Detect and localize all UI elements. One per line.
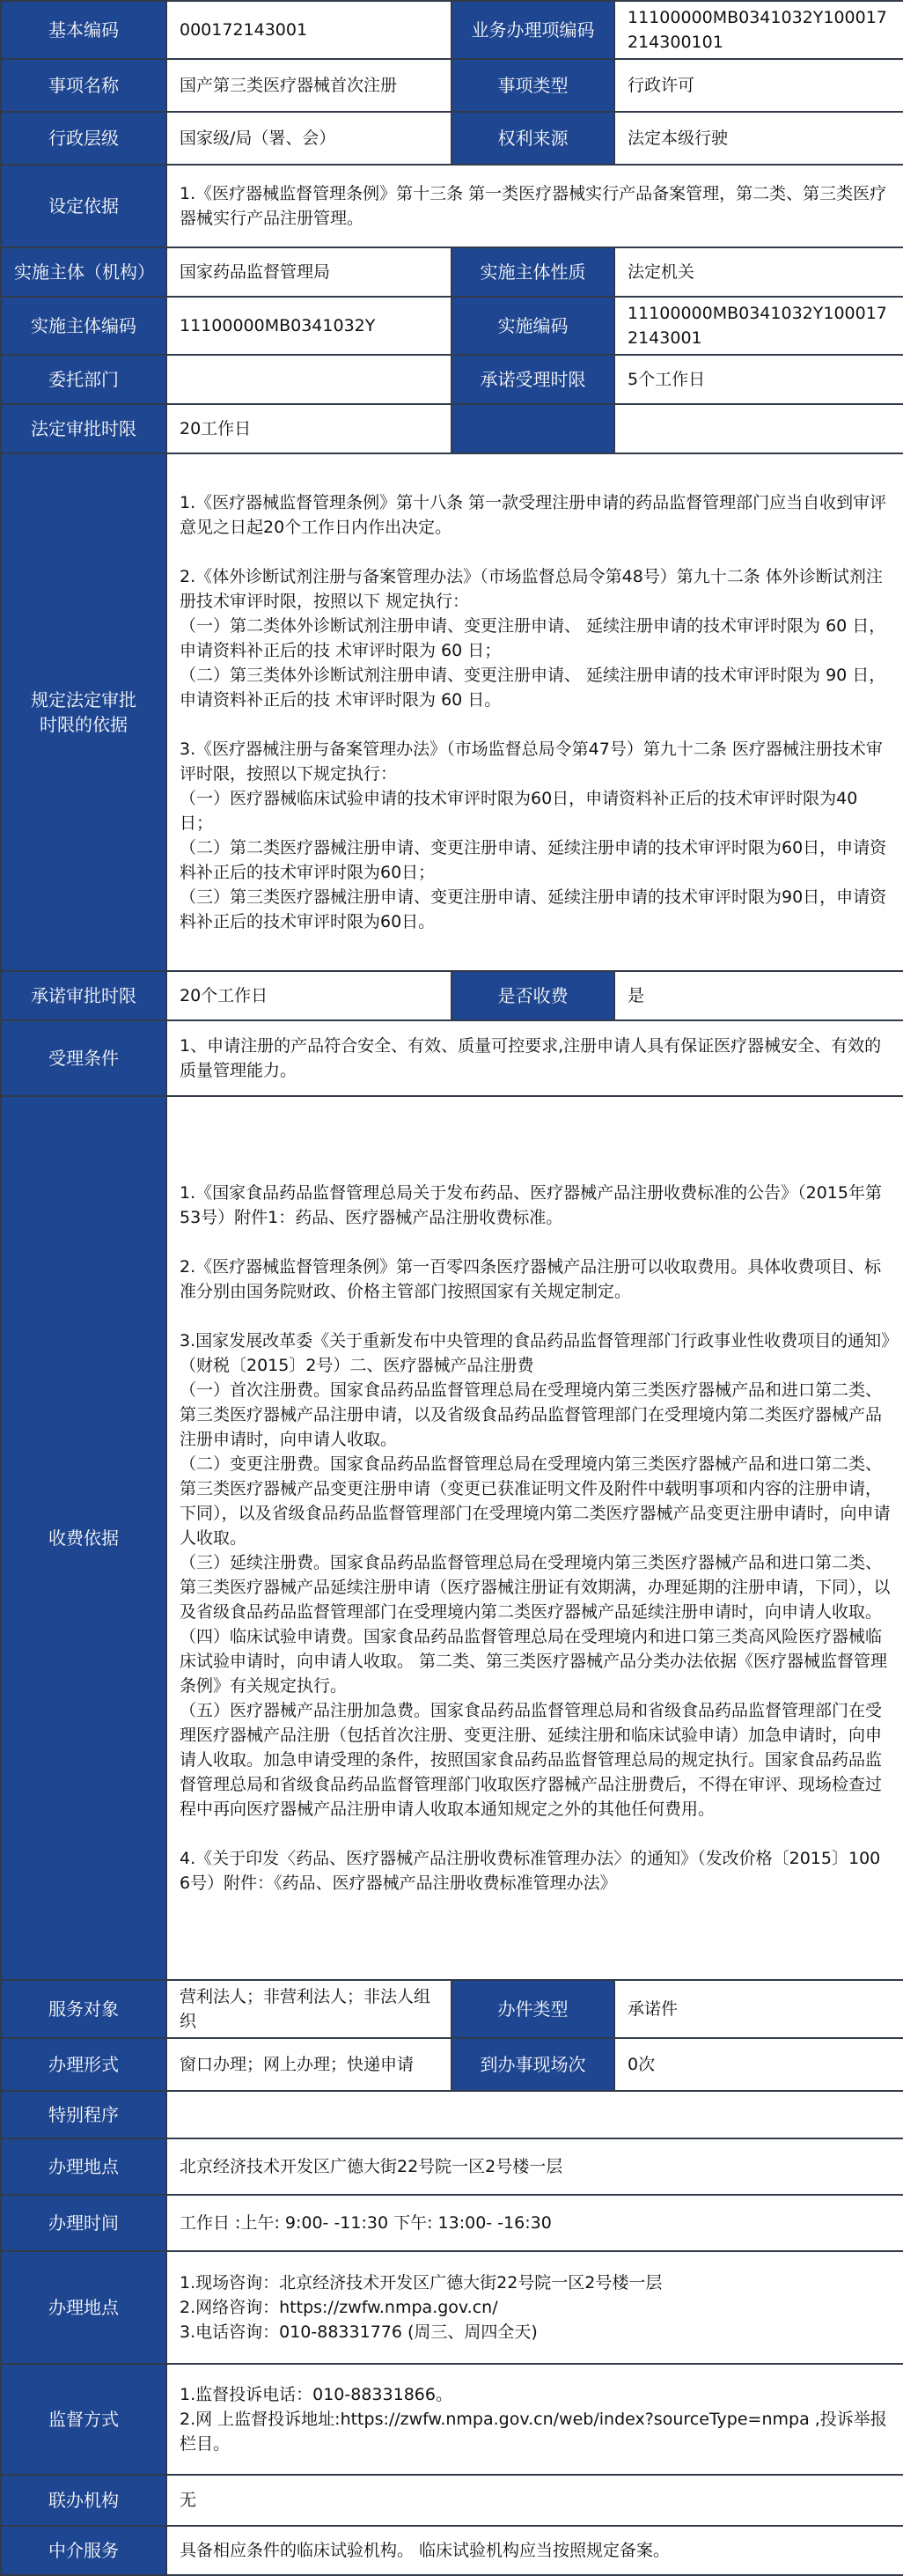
row-handling-location	[1, 2138, 903, 2195]
row-promised-limit	[1, 971, 903, 1020]
row-joint-agency	[1, 2475, 903, 2526]
row-legal-limit-basis	[1, 453, 903, 971]
legal-limit-p3-item1: （一）医疗器械临床试验申请的技术审评时限为60日，申请资料补正后的技术审评时限为40日；	[180, 789, 858, 833]
fee-p3-item2: （二）变更注册费。国家食品药品监督管理总局在受理境内第三类医疗器械产品和进口第二类、第三类医疗器械产品变更注册申请（变更已获准证明文件及附件中载明事项和内容的注册申请，下同），以及省级食品药品监督管理部门在受理境内第二类医疗器械产品变更注册申请时，向申请人收取。	[180, 1454, 891, 1548]
label-legal-limit-basis-line1: 规定法定审批	[31, 689, 136, 710]
value-charge: 是	[614, 971, 903, 1020]
legal-limit-paragraph-3	[180, 737, 891, 934]
row-supervision	[1, 2364, 903, 2475]
label-handling-time: 办理时间	[1, 2195, 166, 2251]
legal-limit-p2-intro: 2.《体外诊断试剂注册与备案管理办法》（市场监督总局令第48号）第九十二条 体外诊断试剂注册技术审评时限，按照以下 规定执行：	[180, 567, 883, 611]
value-fee-basis	[166, 1096, 903, 1980]
value-promised-limit: 20个工作日	[166, 971, 452, 1020]
fee-p3-item3: （三）延续注册费。国家食品药品监督管理总局在受理境内第三类医疗器械产品和进口第二类、第三类医疗器械产品延续注册申请（医疗器械注册证有效期满，办理延期的注册申请，下同），以及省级食品药品监督管理部门在受理境内第二类医疗器械产品延续注册申请时，向申请人收取。	[180, 1553, 891, 1622]
value-item-type: 行政许可	[614, 59, 903, 112]
label-promised-limit: 承诺审批时限	[1, 971, 166, 1020]
consult-phone: 3.电话咨询：010-88331776 (周三、周四全天)	[180, 2322, 538, 2342]
label-body-code: 实施主体编码	[1, 297, 166, 355]
label-implementation-code: 实施编码	[452, 297, 614, 355]
value-implementation-code: 11100000MB0341032Y1000172143001	[614, 297, 903, 355]
value-joint-agency: 无	[166, 2475, 903, 2526]
label-consultation: 办理地点	[1, 2251, 166, 2364]
label-legal-approval-limit: 法定审批时限	[1, 404, 166, 453]
fee-paragraph-4: 4.《关于印发〈药品、医疗器械产品注册收费标准管理办法〉的通知》（发改价格〔2015〕1006号）附件：《药品、医疗器械产品注册收费标准管理办法》	[180, 1849, 881, 1893]
consult-online-link[interactable]: 2.网络咨询：https://zwfw.nmpa.gov.cn/	[180, 2298, 498, 2317]
value-body-code: 11100000MB0341032Y	[166, 297, 452, 355]
fee-p3-item4: （四）临床试验申请费。国家食品药品监督管理总局在受理境内和进口第三类高风险医疗器械临床试验申请时，向申请人收取。 第二类、第三类医疗器械产品分类办法依据《医疗器械监督管理条例》有关规定执行。	[180, 1627, 888, 1696]
value-legal-limit-basis	[166, 453, 903, 971]
label-item-type: 事项类型	[452, 59, 614, 112]
label-implementing-body: 实施主体（机构）	[1, 247, 166, 297]
row-intermediary	[1, 2526, 903, 2575]
value-admin-level: 国家级/局（署、会）	[166, 112, 452, 165]
value-implementing-body: 国家药品监督管理局	[166, 247, 452, 297]
label-item-name: 事项名称	[1, 59, 166, 112]
value-site-visits: 0次	[614, 2038, 903, 2091]
label-handling-form: 办理形式	[1, 2038, 166, 2091]
label-handling-location: 办理地点	[1, 2138, 166, 2195]
value-item-name: 国产第三类医疗器械首次注册	[166, 59, 452, 112]
legal-limit-p2-item1: （一）第二类体外诊断试剂注册申请、变更注册申请、 延续注册申请的技术审评时限为 60 日，申请资料补正后的技 术审评时限为 60 日；	[180, 616, 886, 660]
label-joint-agency: 联办机构	[1, 2475, 166, 2526]
legal-limit-p2-item2: （二）第三类体外诊断试剂注册申请、变更注册申请、 延续注册申请的技术审评时限为 90 日，申请资料补正后的技 术审评时限为 60 日。	[180, 666, 886, 710]
label-legal-limit-basis-line2: 时限的依据	[40, 714, 128, 735]
label-case-type: 办件类型	[452, 1980, 614, 2038]
row-acceptance-conditions	[1, 1020, 903, 1096]
row-legal-basis	[1, 165, 903, 247]
value-legal-basis: 1.《医疗器械监督管理条例》第十三条 第一类医疗器械实行产品备案管理，第二类、第三类医疗器械实行产品注册管理。	[166, 165, 903, 247]
label-acceptance-conditions: 受理条件	[1, 1020, 166, 1096]
row-item-name	[1, 59, 903, 112]
value-supervision	[166, 2364, 903, 2475]
label-admin-level: 行政层级	[1, 112, 166, 165]
label-acceptance-limit: 承诺受理时限	[452, 355, 614, 404]
value-acceptance-conditions: 1、申请注册的产品符合安全、有效、质量可控要求,注册申请人具有保证医疗器械安全、有效的质量管理能力。	[166, 1020, 903, 1096]
label-body-nature: 实施主体性质	[452, 247, 614, 297]
value-handling-time: 工作日 :上午: 9:00- -11:30 下午: 13:00- -16:30	[166, 2195, 903, 2251]
row-admin-level	[1, 112, 903, 165]
value-entrusted-dept	[166, 355, 452, 404]
row-handling-form	[1, 2038, 903, 2091]
label-charge: 是否收费	[452, 971, 614, 1020]
label-entrusted-dept: 委托部门	[1, 355, 166, 404]
legal-limit-p3-item3: （三）第三类医疗器械注册申请、变更注册申请、延续注册申请的技术审评时限为90日，申请资料补正后的技术审评时限为60日。	[180, 887, 887, 931]
row-body-code	[1, 297, 903, 355]
fee-paragraph-3	[180, 1328, 891, 1822]
legal-limit-p3-item2: （二）第二类医疗器械注册申请、变更注册申请、延续注册申请的技术审评时限为60日，申请资料补正后的技术审评时限为60日；	[180, 838, 887, 882]
fee-p3-intro: 3.国家发展改革委《关于重新发布中央管理的食品药品监督管理部门行政事业性收费项目的通知》（财税〔2015〕2号）二、医疗器械产品注册费	[180, 1331, 890, 1375]
label-basic-code: 基本编码	[1, 1, 166, 59]
row-fee-basis	[1, 1096, 903, 1980]
label-service-target: 服务对象	[1, 1980, 166, 2038]
value-business-item-code: 11100000MB0341032Y100017214300101	[614, 1, 903, 59]
row-service-target	[1, 1980, 903, 2038]
value-consultation	[166, 2251, 903, 2364]
supervision-phone: 1.监督投诉电话：010-88331866。	[180, 2385, 452, 2404]
label-supervision: 监督方式	[1, 2364, 166, 2475]
fee-p3-item1: （一）首次注册费。国家食品药品监督管理总局在受理境内第三类医疗器械产品和进口第二类、第三类医疗器械产品注册申请，以及省级食品药品监督管理部门在受理境内第二类医疗器械产品注册申请时，向申请人收取。	[180, 1380, 883, 1449]
fee-paragraph-2: 2.《医疗器械监督管理条例》第一百零四条医疗器械产品注册可以收取费用。具体收费项目、标准分别由国务院财政、价格主管部门按照国家有关规定制定。	[180, 1257, 882, 1301]
value-acceptance-limit: 5个工作日	[614, 355, 903, 404]
value-intermediary: 具备相应条件的临床试验机构。 临床试验机构应当按照规定备案。	[166, 2526, 903, 2575]
value-basic-code: 000172143001	[166, 1, 452, 59]
fee-p3-item5: （五）医疗器械产品注册加急费。国家食品药品监督管理总局和省级食品药品监督管理部门在受理医疗器械产品注册（包括首次注册、变更注册、延续注册和临床试验申请）加急申请时，向申请人收取。加急申请受理的条件，按照国家食品药品监督管理总局的规定执行。国家食品药品监督管理总局和省级食品药品监督管理部门收取医疗器械产品注册费后，不得在审评、现场检查过程中再向医疗器械产品注册申请人收取本通知规定之外的其他任何费用。	[180, 1701, 883, 1819]
value-special-procedure	[166, 2091, 903, 2138]
supervision-online-link[interactable]: 2.网 上监督投诉地址:https://zwfw.nmpa.gov.cn/web/index?sourceType=nmpa ,投诉举报栏目。	[180, 2410, 887, 2454]
consult-onsite: 1.现场咨询：北京经济技术开发区广德大街22号院一区2号楼一层	[180, 2273, 663, 2293]
value-body-nature: 法定机关	[614, 247, 903, 297]
value-handling-location: 北京经济技术开发区广德大街22号院一区2号楼一层	[166, 2138, 903, 2195]
label-site-visits: 到办事现场次	[452, 2038, 614, 2091]
label-legal-basis: 设定依据	[1, 165, 166, 247]
row-handling-time	[1, 2195, 903, 2251]
row-entrusted-dept	[1, 355, 903, 404]
legal-limit-paragraph-1: 1.《医疗器械监督管理条例》第十八条 第一款受理注册申请的药品监督管理部门应当自收到审评意见之日起20个工作日内作出决定。	[180, 493, 887, 537]
value-power-source: 法定本级行驶	[614, 112, 903, 165]
label-business-item-code: 业务办理项编码	[452, 1, 614, 59]
value-empty	[614, 404, 903, 453]
label-empty	[452, 404, 614, 453]
value-legal-approval-limit: 20工作日	[166, 404, 452, 453]
label-special-procedure: 特别程序	[1, 2091, 166, 2138]
value-handling-form: 窗口办理；网上办理；快递申请	[166, 2038, 452, 2091]
row-basic-code	[1, 1, 903, 59]
row-legal-approval-limit	[1, 404, 903, 453]
legal-limit-p3-intro: 3.《医疗器械注册与备案管理办法》（市场监督总局令第47号）第九十二条 医疗器械注册技术审评时限，按照以下规定执行：	[180, 740, 883, 784]
legal-limit-paragraph-2	[180, 564, 891, 712]
row-implementing-body	[1, 247, 903, 297]
row-special-procedure	[1, 2091, 903, 2138]
label-intermediary: 中介服务	[1, 2526, 166, 2575]
label-fee-basis: 收费依据	[1, 1096, 166, 1980]
row-consultation	[1, 2251, 903, 2364]
label-power-source: 权利来源	[452, 112, 614, 165]
value-service-target: 营利法人；非营利法人；非法人组织	[166, 1980, 452, 2038]
fee-paragraph-1: 1.《国家食品药品监督管理总局关于发布药品、医疗器械产品注册收费标准的公告》（2015年第53号）附件1：药品、医疗器械产品注册收费标准。	[180, 1183, 882, 1227]
label-legal-limit-basis	[1, 453, 166, 971]
value-case-type: 承诺件	[614, 1980, 903, 2038]
